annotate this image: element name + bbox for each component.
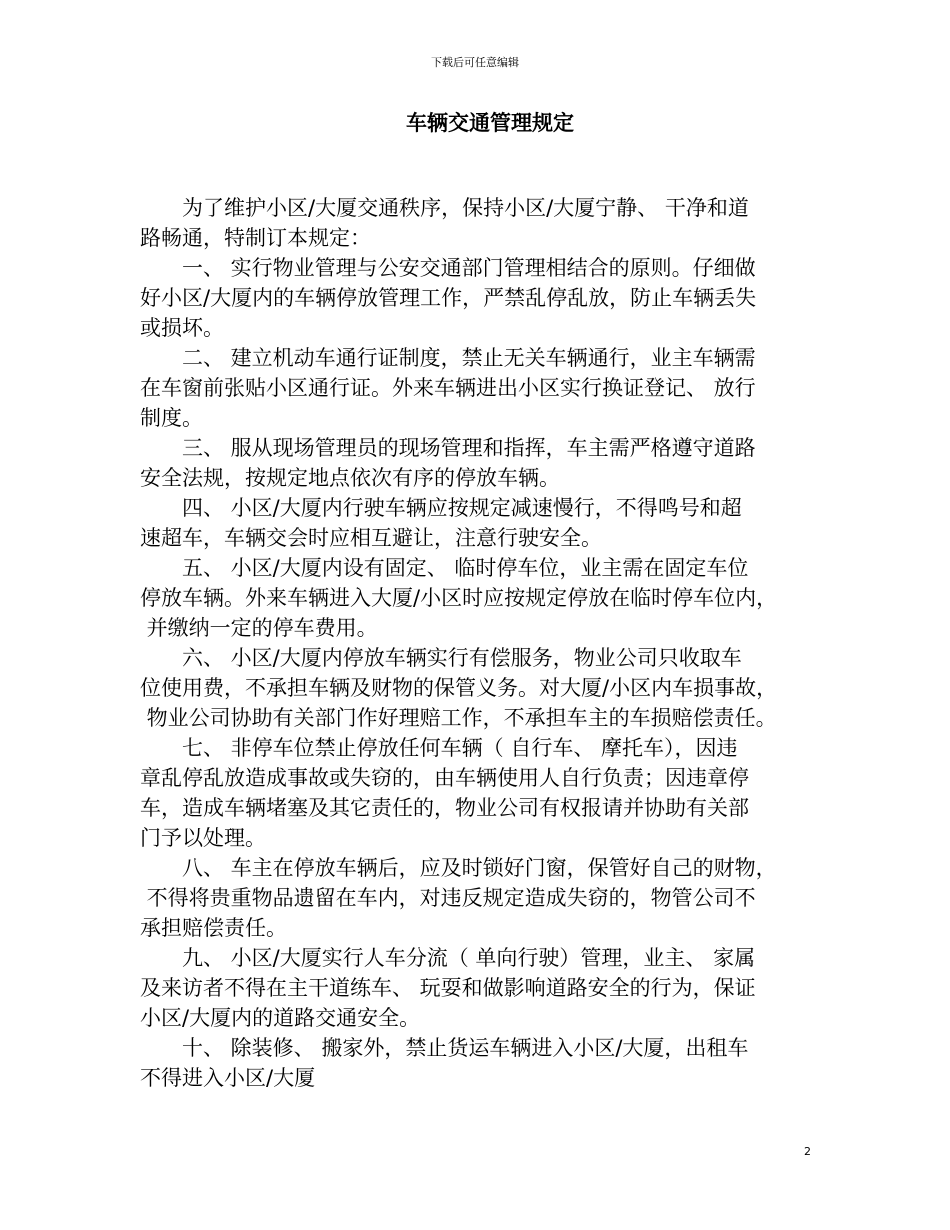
body-line: 小区/大厦内的道路交通安全。 (140, 1006, 421, 1030)
body-line: 制度。 (140, 406, 203, 430)
body-line: 停放车辆。外来车辆进入大厦/小区时应按规定停放在临时停车位内， (140, 586, 778, 610)
document-body (140, 193, 815, 1093)
body-line: 路畅通，特制订本规定： (140, 226, 371, 250)
body-line: 七、 非停车位禁止停放任何车辆（ 自行车、 摩托车），因违 (140, 736, 738, 760)
body-line: 十、 除装修、 搬家外，禁止货运车辆进入小区/大厦，出租车 (140, 1036, 749, 1060)
body-line: 物业公司协助有关部门作好理赔工作，不承担车主的车损赔偿责任。 (140, 706, 777, 730)
body-line: 九、 小区/大厦实行人车分流（ 单向行驶）管理，业主、 家属 (140, 946, 756, 970)
body-line: 八、 车主在停放车辆后，应及时锁好门窗，保管好自己的财物， (140, 856, 777, 880)
body-line: 二、 建立机动车通行证制度，禁止无关车辆通行，业主车辆需 (140, 346, 756, 370)
body-line: 一、 实行物业管理与公安交通部门管理相结合的原则。仔细做 (140, 256, 756, 280)
body-line: 并缴纳一定的停车费用。 (140, 616, 378, 640)
body-line: 五、 小区/大厦内设有固定、 临时停车位，业主需在固定车位 (140, 556, 749, 580)
body-line: 车，造成车辆堵塞及其它责任的，物业公司有权报请并协助有关部 (140, 796, 749, 820)
body-line: 不得将贵重物品遗留在车内，对违反规定造成失窃的，物管公司不 (140, 886, 756, 910)
body-line: 三、 服从现场管理员的现场管理和指挥，车主需严格遵守道路 (140, 436, 756, 460)
body-line: 位使用费，不承担车辆及财物的保管义务。对大厦/小区内车损事故， (140, 676, 778, 700)
body-line: 承担赔偿责任。 (140, 916, 287, 940)
document-title: 车辆交通管理规定 (406, 111, 574, 135)
body-line: 或损坏。 (140, 316, 224, 340)
body-line: 好小区/大厦内的车辆停放管理工作，严禁乱停乱放，防止车辆丢失 (140, 286, 757, 310)
body-line: 在车窗前张贴小区通行证。外来车辆进出小区实行换证登记、 放行 (140, 376, 756, 400)
body-line: 四、 小区/大厦内行驶车辆应按规定减速慢行，不得鸣号和超 (140, 496, 742, 520)
page-header: 下载后可任意编辑 (431, 56, 519, 69)
body-line: 速超车，车辆交会时应相互避让，注意行驶安全。 (140, 526, 602, 550)
page-number: 2 (804, 1145, 811, 1158)
body-line: 门予以处理。 (140, 826, 266, 850)
body-line: 及来访者不得在主干道练车、 玩耍和做影响道路安全的行为，保证 (140, 976, 756, 1000)
body-line: 为了维护小区/大厦交通秩序，保持小区/大厦宁静、 干净和道 (140, 196, 749, 220)
body-line: 安全法规，按规定地点依次有序的停放车辆。 (140, 466, 560, 490)
body-line: 章乱停乱放造成事故或失窃的，由车辆使用人自行负责；因违章停 (140, 766, 749, 790)
body-line: 不得进入小区/大厦 (140, 1066, 316, 1090)
body-line: 六、 小区/大厦内停放车辆实行有偿服务，物业公司只收取车 (140, 646, 742, 670)
